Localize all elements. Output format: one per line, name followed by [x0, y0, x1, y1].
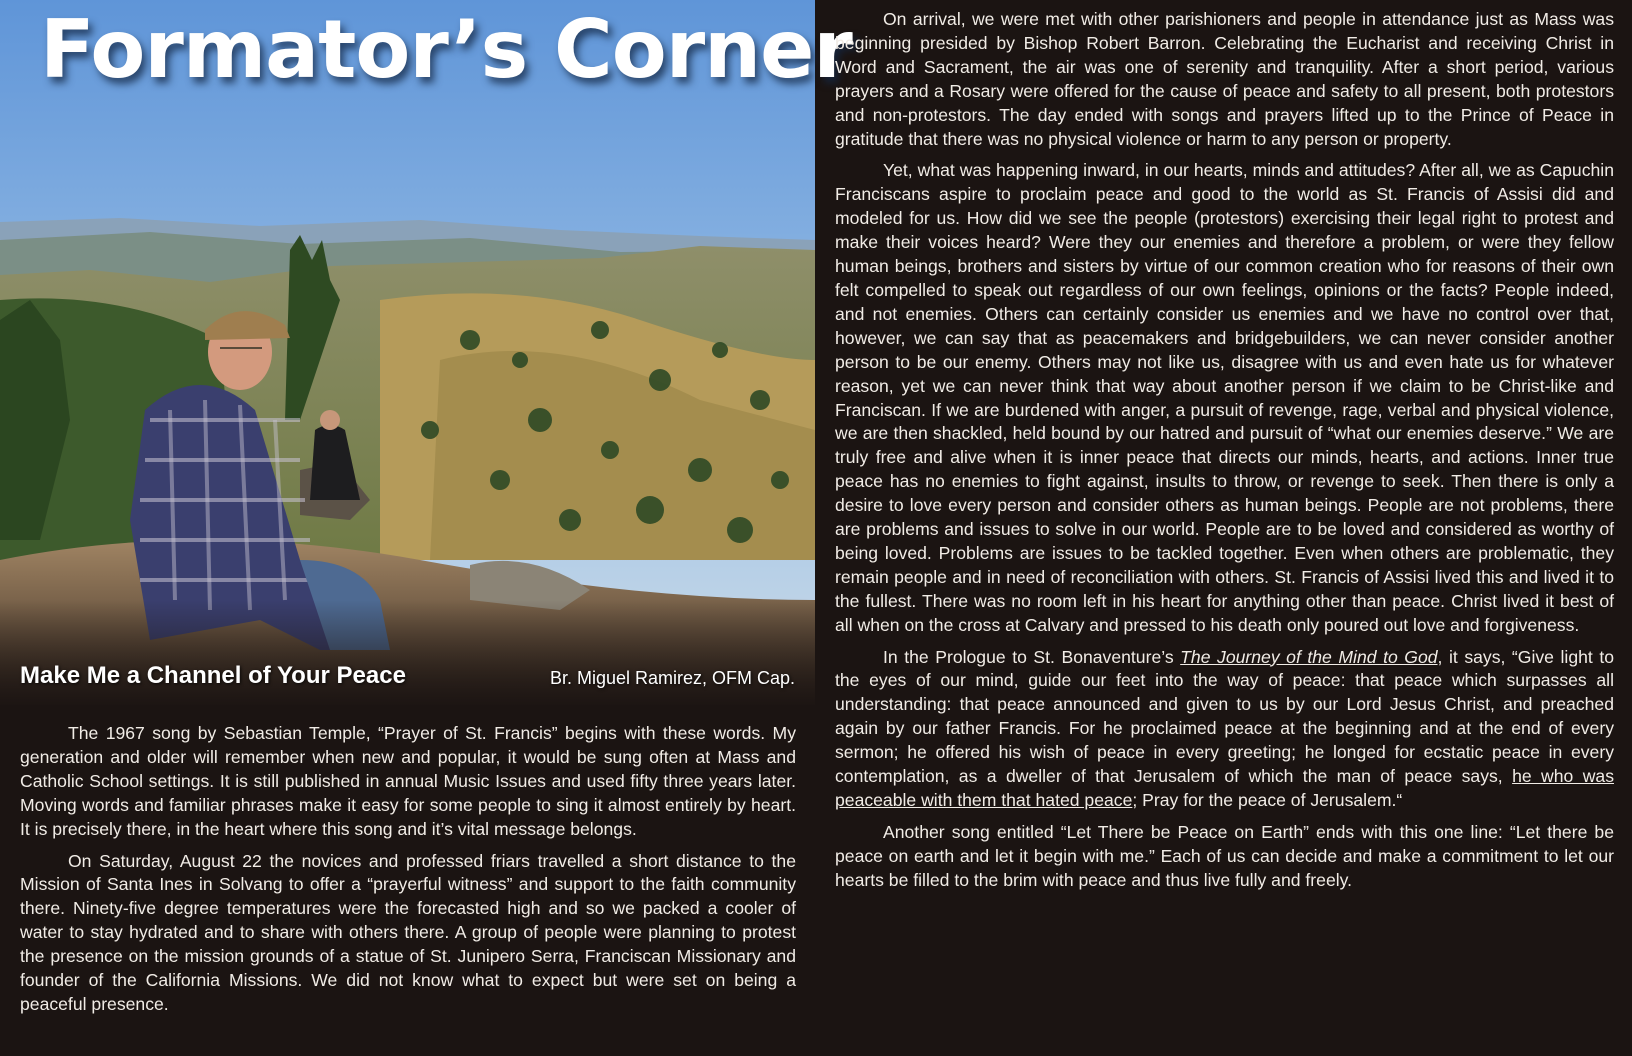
- paragraph: On arrival, we were met with other parishioners and people in attendance just as Mass was beginning presided by Bishop Robert Barron. Celebrating the Eucharist and receiving Christ in Word and Sacrament, the air was one of serenity and tranquility. After a short period, various prayers and a Rosary were offered for the cause of peace and safety to all present, both protestors and non-protestors. The day ended with songs and prayers lifted up to the Prince of Peace in gratitude that there was no physical violence or harm to any person or property.: [835, 9, 1614, 149]
- text-span: , it says, “Give light to the eyes of our mind, guide our feet into the way of peace: that peace which surpasses all understanding: that peace announced and given to us by our Lord Jesus Christ, and preached again by our father Francis. For he proclaimed peace at the beginning and at the end of every sermon; he offered his wish of peace in every greeting; he longed for ecstatic peace in every contemplation, as a dweller of that Jerusalem of which the man of peace says,: [835, 646, 1614, 787]
- paragraph: On Saturday, August 22 the novices and professed friars travelled a short distance to the Mission of Santa Ines in Solvang to offer a “prayerful witness” and support to the faith community there. Ninety-five degree temperatures were the forecasted high and so we packed a cooler of water to stay hydrated and to share with others there. A group of people were planning to protest the presence on the mission grounds of a statue of St. Junipero Serra, Franciscan Missionary and founder of the California Missions. We did not know what to expect but were set on being a peaceful presence.: [20, 850, 796, 1014]
- paragraph-bonaventure: [835, 646, 1614, 813]
- text-span: In the Prologue to St. Bonaventure’s: [883, 646, 1181, 667]
- hillside-photo: [0, 0, 815, 705]
- article-byline: Br. Miguel Ramirez, OFM Cap.: [549, 668, 795, 688]
- article-headline: Make Me a Channel of Your Peace: [20, 662, 406, 689]
- masthead-title: Formator’s Corner: [40, 3, 852, 96]
- paragraph: Another song entitled “Let There be Peace on Earth” ends with this one line: “Let there be peace on earth and let it begin with me.” Each of us can decide and make a commitment to let our hearts be filled to the brim with peace and thus live fully and freely.: [835, 821, 1614, 890]
- book-title: The Journey of the Mind to God: [1180, 646, 1438, 667]
- quoted-phrase: he who was peaceable with them that hated peace: [835, 766, 1614, 810]
- text-span: ; Pray for the peace of Jerusalem.“: [1132, 790, 1403, 810]
- left-text-column: [20, 722, 796, 1025]
- right-text-column: [835, 8, 1614, 901]
- paragraph: Yet, what was happening inward, in our hearts, minds and attitudes? After all, we as Capuchin Franciscans aspire to proclaim peace and good to the world as St. Francis of Assisi did and modeled for us. How did we see the people (protestors) exercising their legal right to protest and make their voices heard? Were they our enemies and therefore a problem, or were they fellow human beings, brothers and sisters by virtue of our common creation who for reasons of their own felt compelled to speak out regardless of our own feelings, opinions or the facts? People indeed, and not enemies. Others can certainly consider us enemies and we have no control over that, however, we can say that as peacemakers and bridgebuilders, we can never consider another person to be our enemy. Others may not like us, disagree with us and even hate us for whatever reason, yet we can never think that way about another person if we claim to be Christ-like and Franciscan. If we are burdened with anger, a pursuit of revenge, rage, verbal and physical violence, we are then shackled, held bound by our hatred and pursuit of “what our enemies deserve.” We are truly free and alive when it is inner peace that directs our minds, hearts, and actions. Inner true peace has no enemies to fight against, insults to throw, or revenge to seek. Then there is only a desire to love every person and consider others as human beings. People are not problems, there are problems and issues to solve in our world. People are to be loved and considered as worthy of being loved. Problems are issues to be tackled together. Even when others are problematic, they remain people and in need of reconciliation with others. St. Francis of Assisi lived this and lived it to the fullest. There was no room left in his heart for anything other than peace. Christ lived it best of all when on the cross at Calvary and pressed to his death only poured out love and forgiveness.: [835, 160, 1614, 635]
- landscape-illustration: [0, 0, 815, 705]
- paragraph: The 1967 song by Sebastian Temple, “Prayer of St. Francis” begins with these words. My generation and older will remember when new and popular, it would be sung often at Mass and Catholic School settings. It is still published in annual Music Issues and used fifty three years later. Moving words and familiar phrases make it easy for some people to sing it almost entirely by heart. It is precisely there, in the heart where this song and it’s vital message belongs.: [20, 723, 796, 839]
